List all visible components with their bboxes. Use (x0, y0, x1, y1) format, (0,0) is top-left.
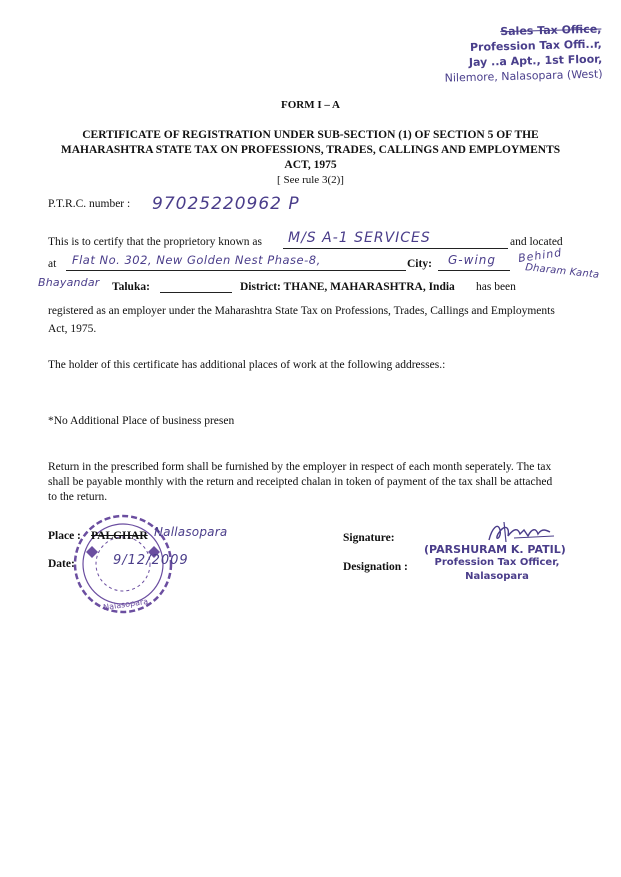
proprietor-underline (283, 248, 508, 249)
holder-paragraph: The holder of this certificate has additional places of work at the following addresses.: (48, 359, 446, 371)
officer-name: (PARSHURAM K. PATIL) (424, 543, 566, 556)
city-label: City: (407, 258, 432, 270)
registered-paragraph: registered as an employer under the Maharashtra State Tax on Professions, Trades, Callings and Employments Act, 1975. (48, 305, 555, 335)
dharam-kanta-handwritten: Dharam Kanta (524, 262, 600, 281)
officer-title: Profession Tax Officer, (434, 557, 560, 568)
place-value: PALGHAR (91, 530, 148, 542)
place-label: Place : (48, 530, 81, 542)
taluka-underline (160, 292, 232, 293)
officer-place: Nalasopara (465, 571, 529, 582)
certificate-title: CERTIFICATE OF REGISTRATION UNDER SUB-SECTION (1) OF SECTION 5 OF THE MAHARASHTRA STATE TAX ON PROFESSIONS, TRADES, CALLINGS AND EMPLOYMENTS ACT, 1975 (60, 129, 561, 171)
stamp-line-4: Nilemore, Nalasopara (West) (444, 67, 603, 85)
stamp-line-2: Profession Tax Offi..r, (469, 37, 602, 54)
date-label: Date: (48, 558, 75, 570)
city-underline (438, 270, 510, 271)
bhayandar-handwritten: Bhayandar (38, 276, 100, 289)
rule-reference: [ See rule 3(2)] (277, 174, 344, 186)
date-handwritten: 9/12/2009 (113, 553, 189, 568)
proprietor-name: M/S A-1 SERVICES (288, 230, 431, 246)
seal-text: Nalasopara (102, 596, 149, 613)
no-additional-place: *No Additional Place of business presen (48, 415, 235, 427)
signature-label: Signature: (343, 532, 395, 544)
office-stamp (411, 22, 603, 87)
return-paragraph: Return in the prescribed form shall be furnished by the employer in respect of each month seperately. The tax shall be payable monthly with the return and receipted chalan in token of payment of the tax shall be attached to the return. (48, 461, 553, 503)
ptrc-label: P.T.R.C. number : (48, 198, 131, 210)
district-text: District: THANE, MAHARASHTRA, India (240, 281, 455, 293)
address-handwritten: Flat No. 302, New Golden Nest Phase-8, (72, 253, 321, 267)
stamp-line-3: Jay ..a Apt., 1st Floor, (468, 52, 603, 69)
city-handwritten: G-wing (448, 253, 496, 267)
has-been-text: has been (476, 281, 516, 293)
form-title: FORM I – A (281, 99, 340, 111)
designation-label: Designation : (343, 561, 408, 573)
stamp-line-1: Sales Tax Office, (500, 22, 602, 39)
ptrc-number: 97025220962 P (152, 194, 300, 214)
handwritten-signature (484, 518, 564, 546)
at-label: at (48, 258, 57, 270)
behind-handwritten: Behind (517, 245, 563, 266)
place-handwritten: Nallasopara (154, 525, 228, 539)
taluka-label: Taluka: (112, 281, 150, 293)
located-suffix: and located (510, 236, 563, 248)
certify-prefix: This is to certify that the proprietory known as (48, 236, 262, 248)
address-underline (66, 270, 406, 271)
